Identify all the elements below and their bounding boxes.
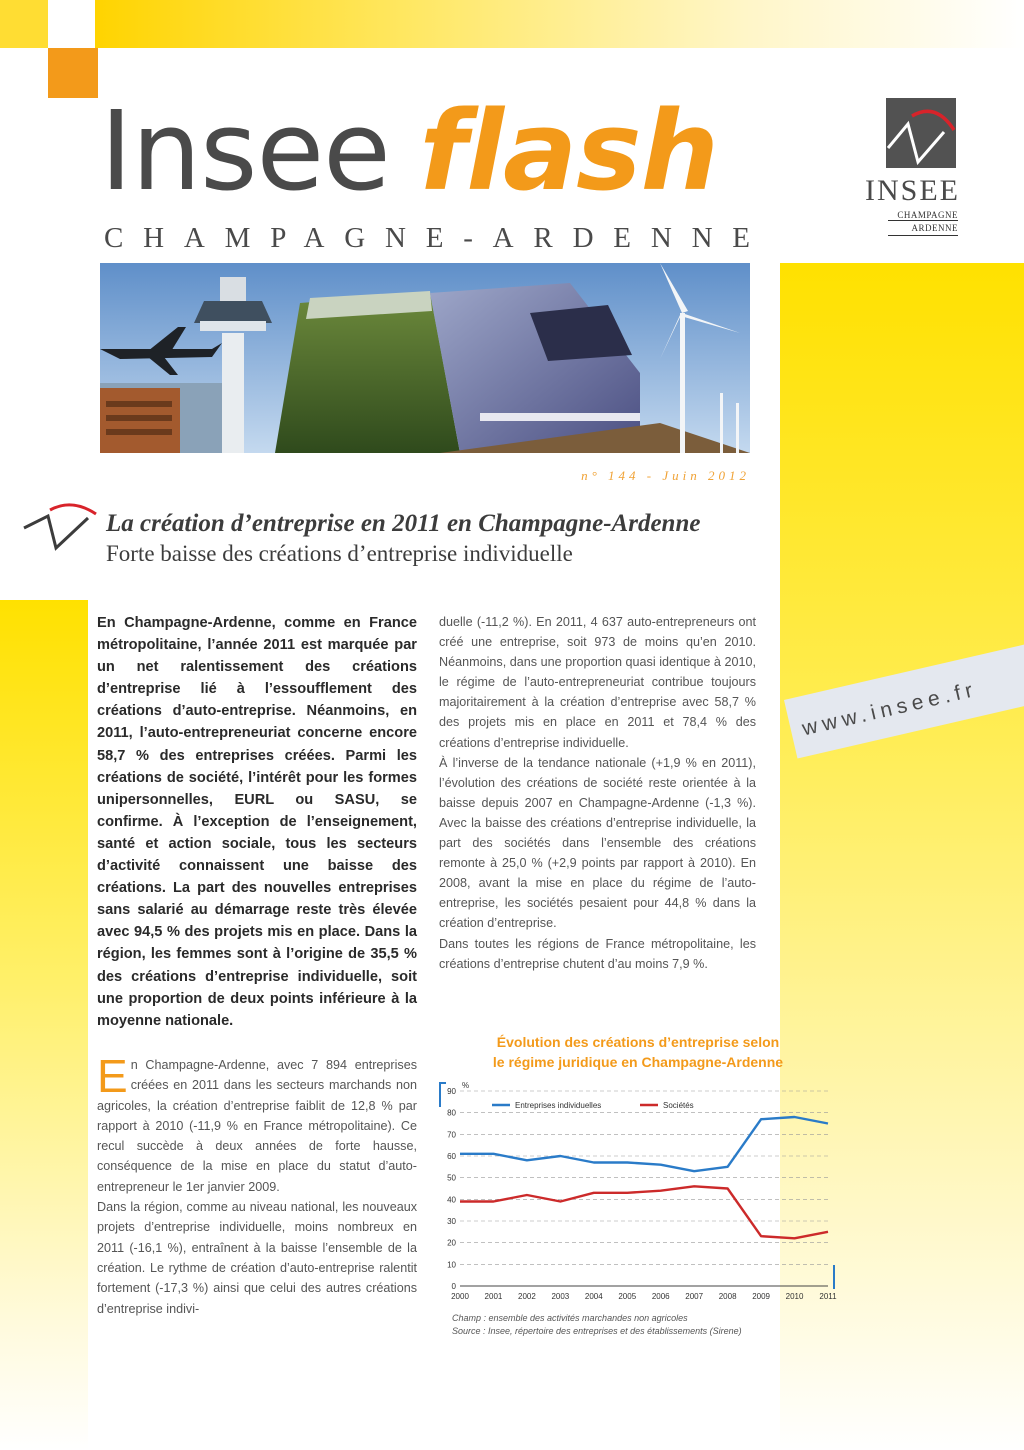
chart-series-line-1 bbox=[460, 1186, 828, 1238]
body-right-paragraph-3: Dans toutes les régions de France métropolitaine, les créations d’entreprise chutent d’au moins 7,9 %. bbox=[439, 936, 756, 971]
insee-arrow-icon bbox=[22, 500, 102, 558]
body-left-paragraph-1 bbox=[97, 1050, 417, 1197]
body-left-text-1: n Champagne-Ardenne, avec 7 894 entreprises créées en 2011 dans les secteurs marchands non agricoles, la création d’entreprise faiblit de 12,8 % par rapport à 2010 (-11,9 % en France métropolitaine). Ce recul succède à deux années de forte hausse, conséquence de la mise en place du statut d’auto-entrepreneur le 1er janvier 2009. bbox=[97, 1058, 417, 1194]
chart-frame-corner-top-left bbox=[440, 1083, 446, 1107]
chart-source-note: Source : Insee, répertoire des entreprises et des établissements (Sirene) bbox=[452, 1326, 742, 1336]
chart-frame bbox=[440, 1083, 834, 1289]
masthead-title bbox=[100, 87, 718, 215]
insee-logo bbox=[850, 96, 960, 246]
body-right-paragraph-2: À l’inverse de la tendance nationale (+1,9 % en 2011), l’évolution des créations de société reste orientée à la baisse depuis 2007 en Champagne-Ardenne (-1,3 %). Avec la baisse des créations d’entreprise individuelle, la part des sociétés dans l’ensemble des créations remonte à 25,0 % (+2,9 points par rapport à 2010). En 2008, avant la mise en place du régime de l’auto-entreprise, les sociétés pesaient pour 44,8 % dans la création d’entreprise. bbox=[439, 755, 756, 931]
logo-name: INSEE bbox=[865, 174, 960, 207]
chart-x-tick-label: 2006 bbox=[651, 1292, 670, 1301]
chart-y-tick-label: 10 bbox=[447, 1260, 456, 1270]
chart-y-tick-label: 90 bbox=[447, 1087, 456, 1096]
masthead-region: CHAMPAGNE-ARDENNE bbox=[104, 222, 770, 254]
orange-corner-square bbox=[48, 48, 98, 98]
chart-x-tick-label: 2004 bbox=[584, 1292, 603, 1301]
body-right-paragraph-1: duelle (-11,2 %). En 2011, 4 637 auto-entrepreneurs ont créé une entreprise, soit 973 de moins qu’en 2010. Néanmoins, dans une proportion quasi identique à 2010, le régime de l’auto-entrepreneuriat contribue toujours majoritairement à la création d’entreprise avec 58,7 % des projets mis en place en 2011 et 78,4 % des créations d’entreprise individuelle. bbox=[439, 615, 756, 750]
chart-y-tick-label: 80 bbox=[447, 1108, 456, 1118]
chart-scope-note: Champ : ensemble des activités marchandes non agricoles bbox=[452, 1313, 688, 1323]
article-title: La création d’entreprise en 2011 en Champagne-Ardenne bbox=[106, 510, 701, 537]
body-right-column bbox=[439, 612, 756, 974]
chart-y-unit: % bbox=[462, 1081, 470, 1090]
logo-sub-champagne: CHAMPAGNE bbox=[897, 210, 958, 220]
chart-x-tick-label: 2009 bbox=[752, 1292, 770, 1301]
chart-y-tick-label: 30 bbox=[447, 1217, 456, 1226]
logo-sub-ardenne: ARDENNE bbox=[911, 223, 958, 233]
intro-paragraph: En Champagne-Ardenne, comme en France métropolitaine, l’année 2011 est marquée par un net ralentissement des créations d’entreprise lié à l’essoufflement des créations d’auto-entreprise. Néanmoins, en 2011, l’auto-entrepreneuriat concerne encore 58,7 % des entreprises créées. Parmi les créations de société, l’intérêt pour les formes unipersonnelles, EURL ou SASU, se confirme. À l’exception de l’enseignement, santé et action sociale, tous les secteurs d’activité connaissent une baisse des créations. La part des nouvelles entreprises sans salarié au démarrage reste très élevée avec 94,5 % des projets mis en place. Dans la région, les femmes sont à l’origine de 35,5 % des créations d’entreprise individuelle, soit une proportion de deux points inférieure à la moyenne nationale. bbox=[97, 615, 417, 1029]
top-yellow-band bbox=[95, 0, 1024, 48]
masthead-title-insee: Insee bbox=[100, 87, 390, 215]
logo-divider-bottom bbox=[888, 235, 958, 236]
yellow-corner-square bbox=[0, 0, 48, 48]
chart-x-tick-label: 2008 bbox=[718, 1292, 737, 1301]
chart-legend-label: Entreprises individuelles bbox=[515, 1101, 602, 1110]
body-left-paragraph-2: Dans la région, comme au niveau national, les nouveaux projets d’entreprise individuelle, moins nombreux en 2011 (-16,1 %), entraînent à la baisse l’ensemble de la création. Le rythme de création d’auto-entreprise ralentit fortement (-17,3 %) ainsi que celui des autres créations d’entreprise indivi- bbox=[97, 1200, 417, 1316]
chart-x-tick-label: 2000 bbox=[451, 1292, 469, 1301]
chart-y-ticks bbox=[447, 1081, 469, 1291]
body-left-column bbox=[97, 1050, 417, 1319]
chart-x-tick-label: 2005 bbox=[618, 1292, 637, 1301]
left-yellow-band bbox=[0, 600, 88, 1450]
chart-x-tick-label: 2007 bbox=[685, 1292, 704, 1301]
insee-arrow-icon bbox=[878, 104, 958, 174]
logo-divider bbox=[888, 220, 958, 221]
chart-series-line-0 bbox=[460, 1117, 828, 1171]
chart-legend-label: Sociétés bbox=[663, 1101, 694, 1110]
chart-grid bbox=[460, 1091, 828, 1264]
chart-title-line-2: le régime juridique en Champagne-Ardenne bbox=[492, 1054, 784, 1070]
photo-collage bbox=[100, 263, 750, 453]
chart-x-tick-label: 2010 bbox=[785, 1292, 804, 1301]
chart-x-tick-label: 2002 bbox=[518, 1292, 536, 1301]
chart-x-tick-label: 2003 bbox=[551, 1292, 570, 1301]
chart-x-tick-label: 2011 bbox=[819, 1292, 837, 1301]
chart-x-ticks bbox=[451, 1292, 837, 1301]
chart-x-tick-label: 2001 bbox=[484, 1292, 503, 1301]
website-link[interactable]: www.insee.fr bbox=[800, 677, 980, 741]
chart-y-tick-label: 20 bbox=[447, 1238, 456, 1248]
chart-y-tick-label: 60 bbox=[447, 1152, 456, 1161]
field-photo bbox=[275, 291, 460, 453]
line-chart bbox=[430, 1075, 840, 1315]
masthead-title-flash: flash bbox=[419, 87, 718, 215]
chart-title-line-1: Évolution des créations d’entreprise selon bbox=[496, 1034, 780, 1050]
chart-y-tick-label: 0 bbox=[451, 1282, 456, 1291]
chart-y-tick-label: 70 bbox=[447, 1130, 456, 1140]
chart-y-tick-label: 40 bbox=[447, 1195, 456, 1205]
chart-legend bbox=[492, 1101, 694, 1110]
drop-cap: E bbox=[97, 1050, 128, 1102]
issue-number: n° 144 - Juin 2012 bbox=[581, 468, 750, 483]
chart-y-tick-label: 50 bbox=[447, 1173, 456, 1183]
article-subtitle: Forte baisse des créations d’entreprise individuelle bbox=[106, 541, 573, 566]
building-icon bbox=[100, 388, 180, 453]
